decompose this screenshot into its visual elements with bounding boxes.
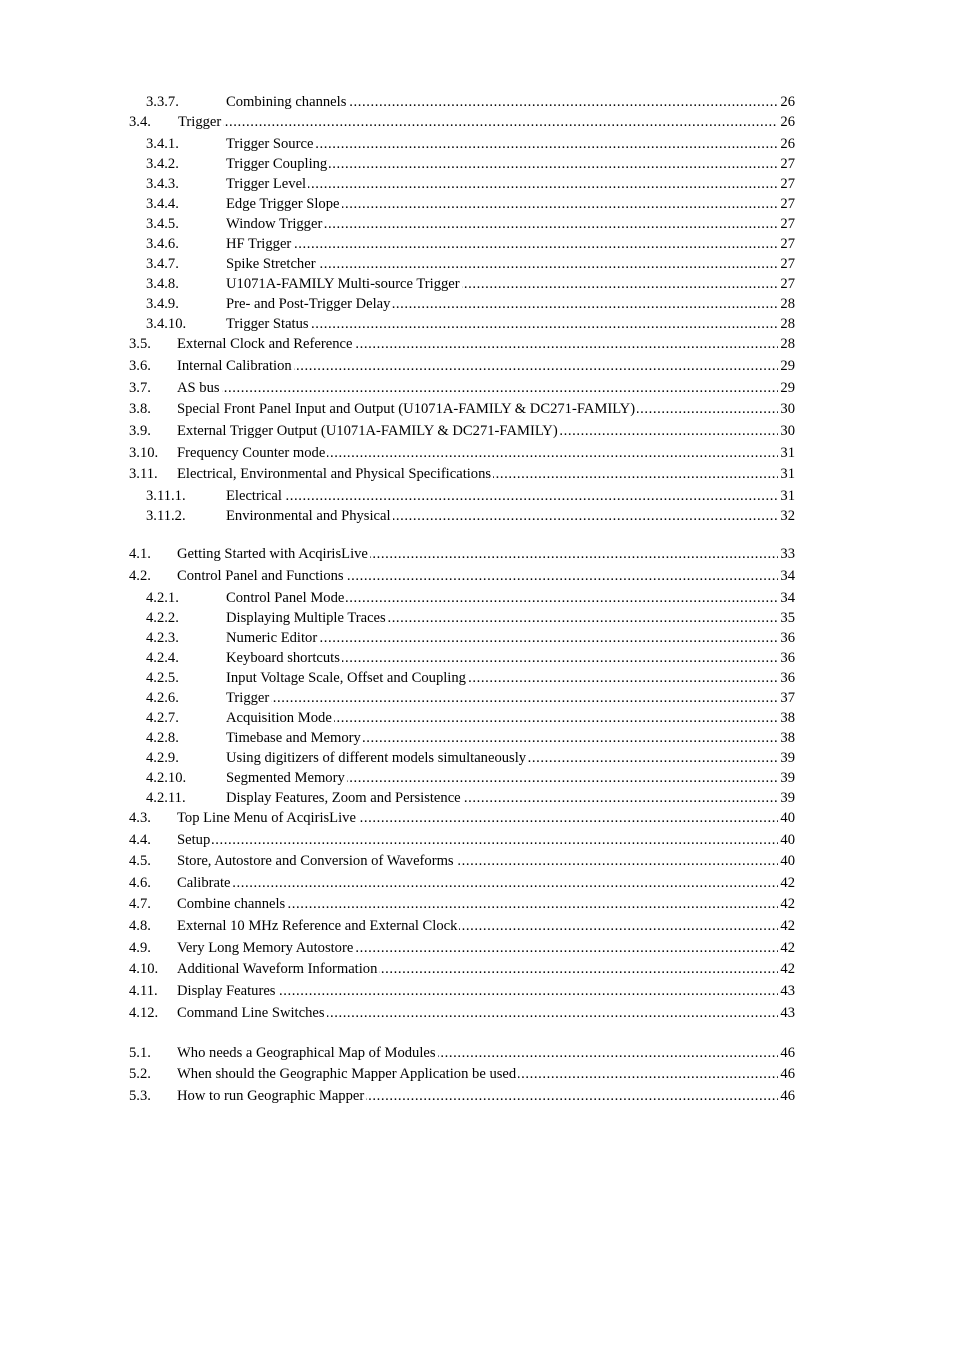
toc-entry-title: External Trigger Output (U1071A-FAMILY & DC271-FAMILY) — [177, 423, 558, 439]
toc-entry-page-number: 36 — [780, 670, 795, 686]
toc-entry-page-number: 30 — [780, 423, 795, 439]
toc-entry-leader — [226, 506, 795, 526]
toc-entry-title: Store, Autostore and Conversion of Waveforms — [177, 853, 454, 869]
toc-entry-page-number: 39 — [780, 770, 795, 786]
toc-entry-number: 4.2.10. — [146, 770, 187, 786]
toc-entry-leader — [226, 194, 795, 214]
toc-entry-number: 4.9. — [129, 940, 151, 956]
toc-entry-number: 4.1. — [129, 546, 151, 562]
toc-entry-number: 4.12. — [129, 1005, 159, 1021]
toc-entry-title: AS bus — [177, 380, 220, 396]
toc-entry[interactable] — [0, 154, 954, 174]
toc-entry-page-number: 28 — [780, 336, 795, 352]
toc-entry-leader — [226, 214, 795, 234]
toc-entry-leader — [226, 234, 795, 254]
toc-entry-page-number: 30 — [780, 401, 795, 417]
toc-entry[interactable] — [0, 1086, 954, 1106]
toc-entry-page-number: 42 — [780, 940, 795, 956]
toc-entry-title: Combine channels — [177, 896, 286, 912]
toc-entry-title: Combining channels — [226, 94, 347, 110]
toc-entry-title: Timebase and Memory — [226, 730, 361, 746]
toc-entry[interactable] — [0, 668, 954, 688]
toc-entry[interactable] — [0, 768, 954, 788]
toc-entry-number: 4.6. — [129, 875, 151, 891]
toc-entry-page-number: 42 — [780, 961, 795, 977]
toc-entry-number: 4.2.4. — [146, 650, 179, 666]
toc-entry-leader — [226, 486, 795, 506]
toc-entry-title: Calibrate — [177, 875, 231, 891]
toc-entry-page-number: 40 — [780, 832, 795, 848]
toc-entry[interactable] — [0, 254, 954, 274]
toc-entry[interactable] — [0, 788, 954, 808]
toc-entry[interactable] — [0, 830, 954, 850]
toc-entry-leader — [226, 768, 795, 788]
toc-entry-title: Trigger — [226, 690, 270, 706]
toc-entry[interactable] — [0, 981, 954, 1001]
toc-entry-number: 4.2.2. — [146, 610, 179, 626]
toc-entry-page-number: 38 — [780, 730, 795, 746]
toc-entry-title: Window Trigger — [226, 216, 323, 232]
toc-entry-page-number: 27 — [780, 276, 795, 292]
toc-entry-number: 3.4.5. — [146, 216, 179, 232]
toc-entry-number: 3.4.1. — [146, 136, 179, 152]
toc-entry[interactable] — [0, 274, 954, 294]
toc-entry[interactable] — [0, 194, 954, 214]
toc-entry-leader — [177, 830, 795, 850]
toc-entry-number: 3.4.8. — [146, 276, 179, 292]
toc-entry-title: Trigger Source — [226, 136, 314, 152]
toc-entry-title: Internal Calibration — [177, 358, 292, 374]
toc-entry-leader — [177, 851, 795, 871]
toc-entry-page-number: 33 — [780, 546, 795, 562]
toc-entry-leader — [226, 708, 795, 728]
toc-entry-page-number: 36 — [780, 650, 795, 666]
toc-entry[interactable] — [0, 334, 954, 354]
toc-entry-page-number: 27 — [780, 156, 795, 172]
toc-entry[interactable] — [0, 443, 954, 463]
toc-entry-number: 4.2.11. — [146, 790, 186, 806]
toc-entry-number: 3.11.2. — [146, 508, 186, 524]
toc-entry-title: Electrical, Environmental and Physical Specifications — [177, 466, 492, 482]
toc-entry-leader — [226, 134, 795, 154]
toc-entry-leader — [226, 668, 795, 688]
toc-entry-number: 4.5. — [129, 853, 151, 869]
toc-entry-leader — [177, 566, 795, 586]
toc-entry-leader — [177, 894, 795, 914]
toc-entry-leader — [177, 916, 795, 936]
toc-entry-leader — [226, 748, 795, 768]
toc-entry-title: Special Front Panel Input and Output (U1071A-FAMILY & DC271-FAMILY) — [177, 401, 636, 417]
toc-entry[interactable] — [0, 588, 954, 608]
toc-entry-number: 3.4. — [129, 114, 151, 130]
toc-entry[interactable] — [0, 214, 954, 234]
toc-entry-title: Trigger — [178, 114, 222, 130]
toc-entry[interactable] — [0, 92, 954, 112]
toc-entry-leader — [226, 254, 795, 274]
toc-entry-page-number: 39 — [780, 750, 795, 766]
toc-entry-number: 5.2. — [129, 1066, 151, 1082]
toc-entry-title: Keyboard shortcuts — [226, 650, 340, 666]
toc-entry-leader — [177, 959, 795, 979]
toc-entry-number: 3.3.7. — [146, 94, 179, 110]
toc-entry-number: 5.3. — [129, 1088, 151, 1104]
toc-entry[interactable] — [0, 959, 954, 979]
toc-entry[interactable] — [0, 234, 954, 254]
toc-entry[interactable] — [0, 938, 954, 958]
toc-entry[interactable] — [0, 506, 954, 526]
toc-entry-page-number: 31 — [780, 488, 795, 504]
toc-entry-title: Command Line Switches — [177, 1005, 325, 1021]
toc-entry-page-number: 32 — [780, 508, 795, 524]
toc-entry-page-number: 27 — [780, 236, 795, 252]
toc-entry-number: 4.4. — [129, 832, 151, 848]
toc-entry-leader — [226, 294, 795, 314]
toc-entry-leader — [177, 334, 795, 354]
toc-entry[interactable] — [0, 688, 954, 708]
toc-entry-title: Control Panel Mode — [226, 590, 345, 606]
toc-entry-number: 3.6. — [129, 358, 151, 374]
toc-entry-title: Spike Stretcher — [226, 256, 316, 272]
toc-entry-leader — [177, 443, 795, 463]
toc-entry-page-number: 26 — [780, 94, 795, 110]
toc-entry-number: 3.7. — [129, 380, 151, 396]
toc-entry[interactable] — [0, 378, 954, 398]
toc-entry-leader — [226, 588, 795, 608]
toc-entry-leader — [226, 788, 795, 808]
toc-entry-title: Getting Started with AcqirisLive — [177, 546, 368, 562]
toc-entry-leader — [177, 356, 795, 376]
toc-entry-page-number: 31 — [780, 445, 795, 461]
toc-entry-number: 4.2.5. — [146, 670, 179, 686]
toc-entry-page-number: 43 — [780, 983, 795, 999]
toc-entry-page-number: 39 — [780, 790, 795, 806]
toc-entry-title: Frequency Counter mode — [177, 445, 326, 461]
toc-entry-leader — [177, 464, 795, 484]
toc-entry-number: 3.11. — [129, 466, 158, 482]
toc-entry-number: 4.8. — [129, 918, 151, 934]
toc-entry[interactable] — [0, 894, 954, 914]
toc-entry-page-number: 42 — [780, 918, 795, 934]
toc-entry-title: Trigger Coupling — [226, 156, 328, 172]
toc-entry-page-number: 27 — [780, 256, 795, 272]
toc-entry-number: 4.2.8. — [146, 730, 179, 746]
toc-entry-title: External 10 MHz Reference and External Clock — [177, 918, 458, 934]
toc-entry-leader — [177, 981, 795, 1001]
toc-entry-leader — [226, 688, 795, 708]
toc-entry-leader — [226, 92, 795, 112]
toc-entry[interactable] — [0, 486, 954, 506]
toc-entry-title: Display Features — [177, 983, 276, 999]
toc-entry-leader — [177, 1043, 795, 1063]
toc-entry-title: Trigger Level — [226, 176, 307, 192]
toc-entry-title: Electrical — [226, 488, 282, 504]
toc-entry[interactable] — [0, 1064, 954, 1084]
toc-entry[interactable] — [0, 1043, 954, 1063]
toc-entry-title: How to run Geographic Mapper — [177, 1088, 365, 1104]
toc-entry[interactable] — [0, 294, 954, 314]
toc-entry-leader — [177, 544, 795, 564]
toc-entry-number: 3.10. — [129, 445, 159, 461]
toc-entry-page-number: 42 — [780, 875, 795, 891]
toc-entry-title: Additional Waveform Information — [177, 961, 378, 977]
toc-entry-leader — [177, 1064, 795, 1084]
toc-entry[interactable] — [0, 608, 954, 628]
toc-entry-number: 3.4.3. — [146, 176, 179, 192]
toc-entry-leader — [226, 628, 795, 648]
toc-entry-number: 4.2.1. — [146, 590, 179, 606]
toc-entry-leader — [226, 648, 795, 668]
toc-entry-number: 4.3. — [129, 810, 151, 826]
toc-entry[interactable] — [0, 174, 954, 194]
toc-entry-number: 4.2. — [129, 568, 151, 584]
toc-entry-number: 3.11.1. — [146, 488, 186, 504]
toc-entry-page-number: 26 — [780, 114, 795, 130]
toc-entry[interactable] — [0, 648, 954, 668]
toc-entry[interactable] — [0, 399, 954, 419]
toc-entry-number: 4.2.7. — [146, 710, 179, 726]
toc-entry-number: 3.5. — [129, 336, 151, 352]
toc-entry-title: Pre- and Post-Trigger Delay — [226, 296, 391, 312]
toc-entry-page-number: 26 — [780, 136, 795, 152]
toc-entry-number: 4.10. — [129, 961, 159, 977]
toc-entry[interactable] — [0, 134, 954, 154]
toc-entry-page-number: 27 — [780, 216, 795, 232]
toc-entry-number: 4.7. — [129, 896, 151, 912]
toc-entry-page-number: 27 — [780, 176, 795, 192]
toc-entry-number: 3.9. — [129, 423, 151, 439]
toc-entry-page-number: 36 — [780, 630, 795, 646]
toc-entry-leader — [226, 174, 795, 194]
toc-entry-number: 3.4.7. — [146, 256, 179, 272]
toc-entry-title: Segmented Memory — [226, 770, 345, 786]
toc-entry-title: Input Voltage Scale, Offset and Coupling — [226, 670, 466, 686]
toc-entry-page-number: 28 — [780, 316, 795, 332]
toc-entry-title: Numeric Editor — [226, 630, 318, 646]
toc-entry-page-number: 28 — [780, 296, 795, 312]
toc-entry[interactable] — [0, 314, 954, 334]
toc-entry-title: Top Line Menu of AcqirisLive — [177, 810, 356, 826]
toc-entry-leader — [226, 314, 795, 334]
toc-entry[interactable] — [0, 748, 954, 768]
toc-entry-number: 3.4.9. — [146, 296, 179, 312]
toc-entry-page-number: 46 — [780, 1088, 795, 1104]
toc-entry-page-number: 35 — [780, 610, 795, 626]
toc-entry[interactable] — [0, 851, 954, 871]
toc-entry[interactable] — [0, 544, 954, 564]
toc-entry-title: Display Features, Zoom and Persistence — [226, 790, 461, 806]
toc-entry-title: Very Long Memory Autostore — [177, 940, 354, 956]
toc-entry-page-number: 46 — [780, 1045, 795, 1061]
toc-entry-title: Setup — [177, 832, 211, 848]
toc-entry-title: Who needs a Geographical Map of Modules — [177, 1045, 436, 1061]
toc-entry-title: Trigger Status — [226, 316, 309, 332]
toc-entry-page-number: 38 — [780, 710, 795, 726]
toc-entry-leader — [177, 1086, 795, 1106]
toc-entry-leader — [177, 808, 795, 828]
toc-entry-number: 3.4.4. — [146, 196, 179, 212]
toc-entry[interactable] — [0, 916, 954, 936]
toc-entry-page-number: 42 — [780, 896, 795, 912]
toc-entry[interactable] — [0, 464, 954, 484]
toc-entry-number: 4.2.3. — [146, 630, 179, 646]
toc-entry[interactable] — [0, 708, 954, 728]
toc-entry[interactable] — [0, 728, 954, 748]
toc-entry-title: Displaying Multiple Traces — [226, 610, 386, 626]
toc-entry-title: Acquisition Mode — [226, 710, 332, 726]
toc-entry-number: 4.11. — [129, 983, 158, 999]
toc-entry[interactable] — [0, 421, 954, 441]
toc-entry-page-number: 27 — [780, 196, 795, 212]
toc-entry[interactable] — [0, 356, 954, 376]
toc-entry-title: Edge Trigger Slope — [226, 196, 340, 212]
toc-entry-leader — [226, 274, 795, 294]
toc-entry-page-number: 46 — [780, 1066, 795, 1082]
toc-entry-title: Control Panel and Functions — [177, 568, 344, 584]
toc-entry-title: When should the Geographic Mapper Application be used — [177, 1066, 517, 1082]
toc-entry-leader — [226, 728, 795, 748]
toc-entry-leader — [178, 112, 795, 132]
toc-entry-leader — [226, 154, 795, 174]
toc-entry-leader — [177, 378, 795, 398]
toc-entry-number: 3.4.6. — [146, 236, 179, 252]
toc-entry-leader — [226, 608, 795, 628]
toc-entry-leader — [177, 1003, 795, 1023]
toc-entry-number: 3.4.2. — [146, 156, 179, 172]
toc-entry-title: HF Trigger — [226, 236, 292, 252]
toc-entry-title: U1071A-FAMILY Multi-source Trigger — [226, 276, 460, 292]
toc-entry-page-number: 40 — [780, 810, 795, 826]
toc-entry[interactable] — [0, 1003, 954, 1023]
toc-entry-leader — [177, 873, 795, 893]
toc-entry-page-number: 43 — [780, 1005, 795, 1021]
toc-entry-page-number: 29 — [780, 380, 795, 396]
toc-entry[interactable] — [0, 808, 954, 828]
toc-entry-number: 4.2.6. — [146, 690, 179, 706]
toc-entry-number: 3.8. — [129, 401, 151, 417]
toc-entry-title: External Clock and Reference — [177, 336, 353, 352]
toc-entry[interactable] — [0, 628, 954, 648]
toc-entry-number: 4.2.9. — [146, 750, 179, 766]
toc-entry-title: Environmental and Physical — [226, 508, 391, 524]
toc-entry-leader — [177, 938, 795, 958]
toc-entry-leader — [177, 421, 795, 441]
toc-entry-number: 3.4.10. — [146, 316, 187, 332]
toc-entry[interactable] — [0, 873, 954, 893]
toc-entry-number: 5.1. — [129, 1045, 151, 1061]
toc-entry-title: Using digitizers of different models simultaneously — [226, 750, 527, 766]
toc-entry-page-number: 29 — [780, 358, 795, 374]
toc-entry-page-number: 34 — [780, 568, 795, 584]
toc-entry-page-number: 37 — [780, 690, 795, 706]
toc-entry[interactable] — [0, 566, 954, 586]
toc-entry-page-number: 31 — [780, 466, 795, 482]
toc-entry-page-number: 40 — [780, 853, 795, 869]
toc-entry[interactable] — [0, 112, 954, 132]
toc-entry-page-number: 34 — [780, 590, 795, 606]
toc-entry-leader — [177, 399, 795, 419]
